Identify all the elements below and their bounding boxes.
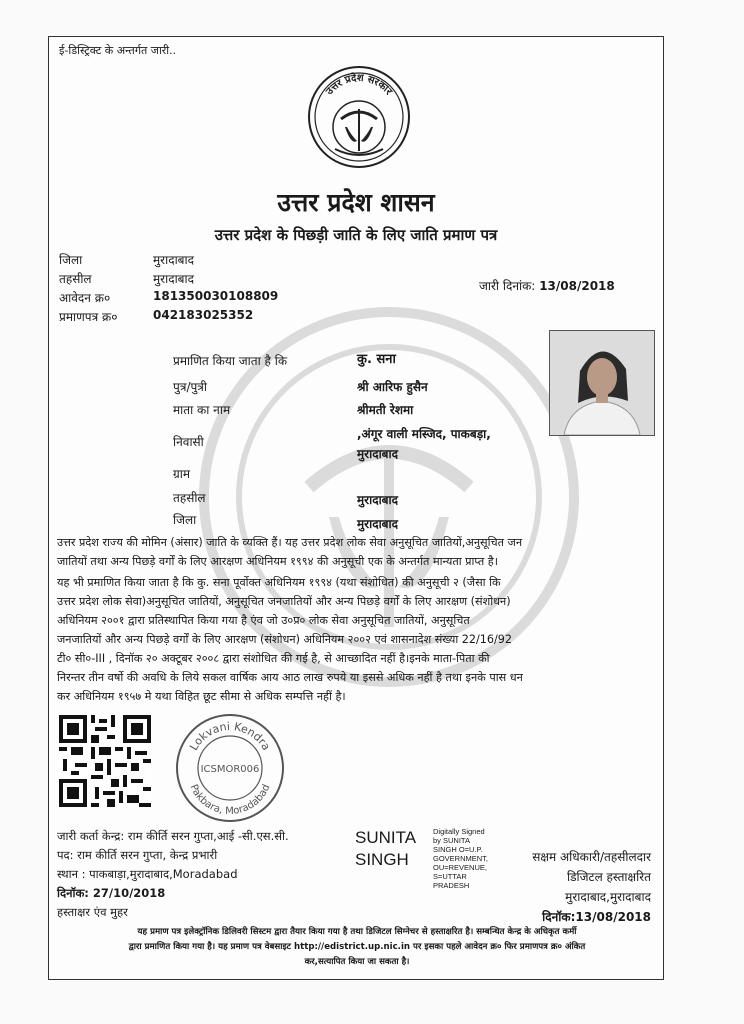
issue-date-value: 13/08/2018 bbox=[539, 279, 615, 293]
issuer-block bbox=[57, 827, 289, 922]
officer-title: सक्षम अधिकारी/तहसीलदार bbox=[532, 850, 651, 864]
certificate-sheet bbox=[48, 36, 664, 980]
district-value: मुरादाबाद bbox=[153, 253, 195, 267]
tehsil-value: मुरादाबाद bbox=[153, 272, 195, 286]
certificate-subtitle: उत्तर प्रदेश के पिछड़ी जाति के लिए जाति प्रमाण पत्र bbox=[214, 226, 498, 244]
body-line: टी० सी०-III , दिनॉक २० अक्टूबर २००८ द्वारा संशोधित की गई है, से आच्छादित नहीं है।इनके माता-पिता की bbox=[57, 652, 490, 665]
body-line: जातियों तथा अन्य पिछड़े वर्गों के लिए आरक्षण अधिनियम १९९४ की अनुसूची एक के अन्तर्गत मान्यता प्राप्त है। bbox=[57, 555, 498, 568]
body-line: अधिनियम २००१ द्वारा प्रतिस्थापित किया गया है एंव जो उ०प्र० लोक सेवा अनुसूचित जातियों, अनुसूचित bbox=[57, 614, 470, 627]
detail-tehsil-value: मुरादाबाद bbox=[357, 493, 399, 507]
issue-date bbox=[479, 277, 615, 294]
son-daughter-label: पुत्र/पुत्री bbox=[173, 380, 208, 394]
tehsil-label: तहसील bbox=[59, 272, 92, 286]
body-line: यह भी प्रमाणित किया जाता है कि कु. सना पूर्वोक्त अधिनियम १९९४ (यथा संशोधित) की अनुसूची २ (जैसा कि bbox=[57, 576, 501, 589]
certified-label: प्रमाणित किया जाता है कि bbox=[173, 354, 288, 368]
body-line: कर अधिनियम १९५७ मे यथा विहित छूट सीमा से अधिक सम्पत्ति नहीं है। bbox=[57, 690, 346, 703]
emblem-ring-text: उत्तर प्रदेश सरकार bbox=[324, 72, 394, 98]
lokvani-kendra-stamp bbox=[174, 712, 286, 824]
dsig-line: by SUNITA bbox=[433, 836, 470, 845]
stamp-center-text: ICSMOR006 bbox=[200, 764, 260, 775]
page-title: उत्तर प्रदेश शासन bbox=[277, 188, 435, 217]
body-line: उत्तर प्रदेश लोक सेवा)अनुसूचित जातियों, अनुसूचित जनजातियों और अन्य पिछड़े वर्गों के लिए आरक्षण (संशोधन) bbox=[57, 595, 511, 608]
stamp-bottom-text: Pakbara, Moradabad bbox=[187, 782, 273, 818]
detail-tehsil-label: तहसील bbox=[173, 491, 206, 505]
dsig-line: OU=REVENUE, bbox=[433, 863, 487, 872]
footer-line: यह प्रमाण पत्र इलेक्ट्रॉनिक डिलिवरी सिस्टम द्वारा तैयार किया गया है तथा डिजिटल सिग्नेचर से हस्ताक्षरित है। सम्बन्धित केन्द्र के अधिकृत कर्मी bbox=[137, 927, 577, 937]
resident-address-line2: मुरादाबाद bbox=[357, 447, 399, 461]
application-no-value: 181350030108809 bbox=[153, 289, 279, 303]
detail-district-value: मुरादाबाद bbox=[357, 517, 399, 531]
dsig-line: Digitally Signed bbox=[433, 827, 485, 836]
footer-notice bbox=[57, 925, 657, 970]
officer-date: दिनॉक:13/08/2018 bbox=[542, 910, 651, 924]
digital-signature-details bbox=[433, 827, 488, 890]
svg-text:उत्तर प्रदेश सरकार bbox=[323, 71, 394, 98]
footer-line: द्वारा प्रमाणित किया गया है। यह प्रमाण पत्र वेबसाइट http://edistrict.up.nic.in पर इसका पहले आवेदन क्र० फिर प्रमाणपत्र क्र० अंकित bbox=[128, 942, 586, 952]
issuer-date: दिनॉक: 27/10/2018 bbox=[57, 886, 166, 900]
body-line: उत्तर प्रदेश राज्य की मोमिन (अंसार) जाति के व्यक्ति हैं। यह उत्तर प्रदेश लोक सेवा अनुसूचित जातियों,अनुसूचित जन bbox=[57, 536, 523, 549]
stamp-top-text: Lokvani Kendra bbox=[187, 719, 273, 753]
header-note: ई-डिस्ट्रिक्ट के अन्तर्गत जारी.. bbox=[59, 44, 177, 57]
issue-date-label: जारी दिनांक: bbox=[479, 279, 536, 293]
issuer-sign-seal: हस्ताक्षर एंव मुहर bbox=[57, 905, 128, 919]
resident-address-line1: ,अंगूर वाली मस्जिद, पाकबड़ा, bbox=[357, 427, 491, 441]
caste-paragraph bbox=[57, 533, 657, 571]
father-name: श्री आरिफ हुसैन bbox=[357, 380, 428, 394]
district-label: जिला bbox=[59, 253, 83, 267]
application-no-label: आवेदन क्र० bbox=[59, 291, 111, 305]
mother-name: श्रीमती रेशमा bbox=[357, 403, 414, 417]
village-label: ग्राम bbox=[173, 467, 191, 481]
up-government-emblem bbox=[307, 65, 411, 169]
applicant-photo bbox=[549, 330, 655, 436]
certificate-no-value: 042183025352 bbox=[153, 308, 254, 322]
qr-code bbox=[59, 715, 151, 807]
resident-label: निवासी bbox=[173, 435, 204, 449]
body-line: जनजातियों और अन्य पिछड़े वर्गों के लिए आरक्षण (संशोधन) अधिनियम २००२ एवं शासनादेश संख्या 22/16/92 bbox=[57, 633, 513, 646]
person-photo-icon bbox=[550, 331, 654, 435]
footer-line: कर,सत्यापित किया जा सकता है। bbox=[304, 957, 410, 967]
dsig-line: SINGH O=U.P. bbox=[433, 845, 483, 854]
applicant-name: कु. सना bbox=[357, 352, 396, 367]
dsig-line: GOVERNMENT, bbox=[433, 854, 489, 863]
digital-signer-name bbox=[355, 827, 416, 871]
mother-label: माता का नाम bbox=[173, 403, 231, 417]
signer-last-name: SINGH bbox=[355, 850, 409, 869]
issuer-post: पद: राम कीर्ति सरन गुप्ता, केन्द्र प्रभारी bbox=[57, 848, 218, 862]
body-line: निरन्तर तीन वर्षो की अवधि के लिये सकल वार्षिक आय आठ लाख रुपये या इससे अधिक नहीं है तथा इनके पास धन bbox=[57, 671, 523, 684]
dsig-line: PRADESH bbox=[433, 881, 470, 890]
issuer-place: स्थान : पाकबाड़ा,मुरादाबाद,Moradabad bbox=[57, 867, 238, 881]
officer-block bbox=[532, 847, 651, 927]
certificate-no-label: प्रमाणपत्र क्र० bbox=[59, 310, 118, 324]
dsig-line: S=UTTAR bbox=[433, 872, 467, 881]
certification-paragraph bbox=[57, 573, 657, 706]
detail-district-label: जिला bbox=[173, 513, 197, 527]
officer-place: मुरादाबाद,मुरादाबाद bbox=[565, 890, 651, 904]
issuer-center: जारी कर्ता केन्द्र: राम कीर्ति सरन गुप्ता,आई -सी.एस.सी. bbox=[57, 829, 289, 843]
signer-first-name: SUNITA bbox=[355, 828, 417, 847]
officer-digital: डिजिटल हस्ताक्षरित bbox=[567, 870, 651, 884]
